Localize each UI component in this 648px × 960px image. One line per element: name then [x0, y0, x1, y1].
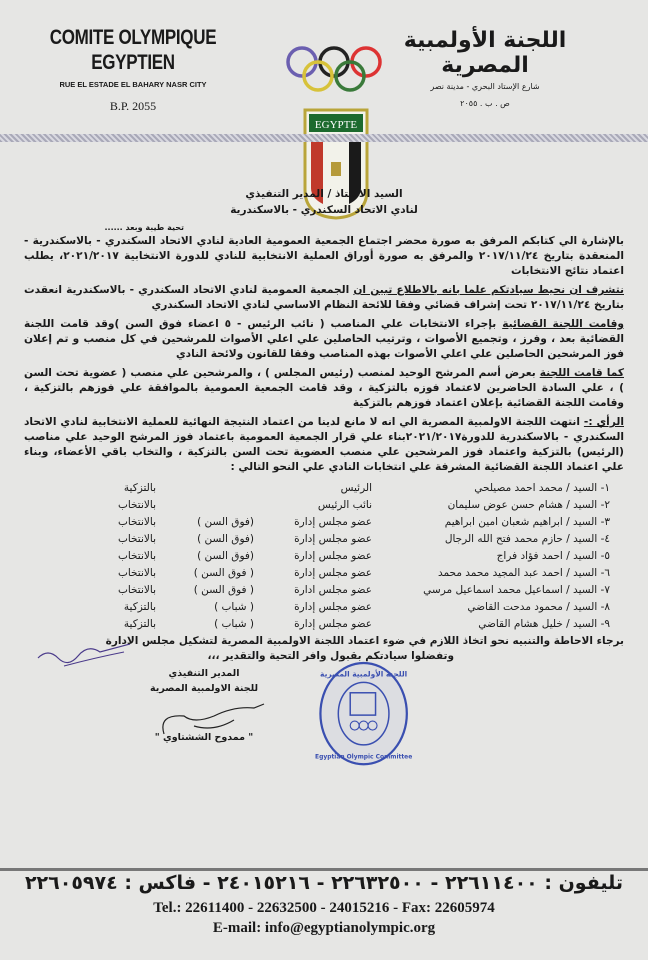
candidate-category: (فوق السن ): [197, 549, 254, 562]
election-method: بالانتخاب: [117, 549, 156, 562]
result-row: [54, 513, 614, 530]
election-method: بالانتخاب: [117, 515, 156, 528]
paragraph-opinion-lead: الرأي :-: [583, 416, 624, 428]
greeting: تحية طيبة وبعد ......: [104, 223, 184, 232]
paragraph-meeting: [24, 283, 624, 313]
address-arabic: شارع الإستاد البحري - مدينة نصر: [430, 82, 540, 91]
letterhead-arabic: [370, 28, 600, 108]
candidate-name: ٥- السيد / احمد فؤاد فراج: [496, 549, 610, 562]
election-method: بالانتخاب: [117, 566, 156, 579]
candidate-name: ٣- السيد / ابراهيم شعبان امين ابراهيم: [444, 515, 610, 528]
paragraph-opinion-text: انتهت اللجنة الاولمبية المصرية الي انه لا مانع لدينا من اعتماد النتيجة النهائية للعملية الانتخابية لنادي الاتحاد السكندري - بالاسكندرية للدورة٢٠٢١/٢٠١٧بناء علي قرار الجمعية العمومية باعتماد فوز المرشح الوحيد علي مناصب (الرئيس) بالتزكية واعتماد فوز المرشحين علي منصب العضوية تحت السن بالتزكية ، والتخاب باقي الأعضاء، وبناء علي اعتماد اللجنة القضائية المشرفة علي انتخابات النادي علي النحو التالي :: [24, 416, 624, 473]
candidate-category: (فوق السن ): [197, 532, 254, 545]
candidate-name: ٨- السيد / محمود مدحت القاضي: [467, 600, 610, 613]
result-row: [54, 615, 614, 632]
paragraph-judicial-committee: [24, 317, 624, 362]
stamp-text-arabic: اللجنة الأولمبية المصرية: [320, 669, 408, 679]
paragraph-acclamation-text: بعرض أسم المرشح الوحيد لمنصب (رئيس المجلس ) ، والمرشحين علي منصب ( عضوية تحت السن ) ، علي السادة الحاضرين لاعتماد فوزه بالتزكية ، وقد قامت الجمعية العمومية بالموافقة علي فوزهم بالتزكية ، وقامت اللجنة القضائية بإعلان اعتماد فوزهم بالتزكية: [24, 367, 624, 409]
signatory-org: للجنة الاولمبية المصرية: [149, 683, 259, 694]
candidate-position: عضو مجلس إدارة: [294, 515, 372, 528]
footer-phones-arabic: تليفون : ٢٢٦١١٤٠٠ - ٢٢٦٣٢٥٠٠ - ٢٤٠١٥٢١٦ - فاكس : ٢٢٦٠٥٩٧٤: [24, 872, 624, 894]
handwritten-initials: [34, 644, 134, 670]
candidate-position: عضو مجلس إدارة: [294, 532, 372, 545]
letterhead-divider: [0, 134, 648, 142]
signature-area: [24, 666, 624, 762]
paragraph-judicial-lead: وقامت اللجنة القضائية: [502, 318, 624, 330]
address-french: RUE EL ESTADE EL BAHARY NASR CITY: [59, 80, 207, 89]
candidate-position: نائب الرئيس: [317, 498, 372, 511]
signatory-name: " ممدوح الششتاوي ": [154, 732, 254, 743]
candidate-category: (فوق السن ): [197, 515, 254, 528]
signatory-title: المدير التنفيذي: [168, 668, 240, 679]
recipient-block: [220, 186, 428, 218]
candidate-position: الرئيس: [340, 481, 372, 494]
paragraph-reference: بالإشارة الي كتابكم المرفق به صورة محضر اجتماع الجمعية العمومية العادية لنادي الاتحاد السكندري - بالاسكندرية - المنعقدة بتاريخ ٢٠١٧/١١/٢٤ والمرفق به صورة أوراق العملية الانتخابية للنادي للدورة الانتخابية ٢٠٢١/٢٠١٧، يطلب اعتماد نتائج الانتخابات: [24, 235, 624, 277]
po-box-arabic: ص . ب . ٢٠٥٥: [460, 99, 510, 108]
candidate-name: ٧- السيد / اسماعيل محمد اسماعيل مرسي: [423, 583, 610, 596]
candidate-category: ( شباب ): [214, 600, 254, 613]
signature: [154, 696, 274, 736]
footer-contact-english: [0, 898, 648, 938]
emblem-text: EGYPTE: [314, 119, 358, 131]
election-method: بالانتخاب: [117, 532, 156, 545]
result-row: [54, 547, 614, 564]
paragraph-judicial-text: بإجراء الانتخابات علي المناصب ( نائب الرئيس - ٥ اعضاء فوق السن )وقد قامت اللجنة القضائية بعد ، وفرز ، وتجميع الأصوات ، وترتيب الحاصلين علي اعلي الأصوات للمرشحين في كل منصب و تم إعلان فوز المرشحين الحاصلين علي اعلي الأصوات بهذه المناصب وفقا للقانون ولائحة النادي: [24, 318, 624, 360]
recipient-club: لنادي الاتحاد السكندري - بالاسكندرية: [230, 204, 418, 216]
candidate-name: ٦- السيد / احمد عبد المجيد محمد محمد: [437, 566, 610, 579]
org-name-arabic: اللجنة الأولمبية المصرية: [403, 28, 567, 78]
paragraph-acclamation-lead: كما قامت اللجنة: [539, 367, 624, 379]
election-results-list: [54, 479, 614, 632]
footer-email[interactable]: E-mail: info@egyptianolympic.org: [212, 920, 436, 936]
candidate-category: ( فوق السن ): [193, 566, 254, 579]
candidate-category: ( فوق السن ): [193, 583, 254, 596]
recipient-title: السيد الاستاذ / المدير التنفيذي: [245, 188, 403, 200]
stamp-text-english: Egyptian Olympic Committee: [315, 753, 413, 761]
candidate-position: عضو مجلس إدارة: [294, 617, 372, 630]
official-stamp: [309, 660, 419, 768]
letterhead-french: [28, 25, 238, 114]
result-row: [54, 530, 614, 547]
result-row: [54, 479, 614, 496]
candidate-category: ( شباب ): [214, 617, 254, 630]
candidate-name: ١- السيد / محمد احمد مصيلحي: [474, 481, 610, 494]
candidate-position: عضو مجلس ادارة: [294, 583, 372, 596]
election-method: بالتزكية: [123, 600, 156, 613]
closing-regards: وتفضلوا سيادتكم بقبول وافر التحية والتقدير ،،،: [207, 650, 454, 662]
closing-request: برجاء الاحاطة والتنبيه نحو اتخاذ اللازم في ضوء اعتماد اللجنة الاولمبية المصرية لتشكيل مجلس الادارة: [105, 635, 624, 647]
org-name-french: COMITE OLYMPIQUE EGYPTIEN: [49, 25, 217, 74]
paragraph-meeting-text: الجمعية العمومية لنادي الاتحاد السكندري - بالاسكندرية انعقدت بتاريخ ٢٠١٧/١١/٢٤ تحت إشراف قضائي وفقا للائحة النظام الاساسي لنادي الاتحاد السكندري: [24, 284, 624, 311]
candidate-name: ٢- السيد / هشام حسن عوض سليمان: [447, 498, 610, 511]
election-method: بالانتخاب: [117, 498, 156, 511]
candidate-position: عضو مجلس إدارة: [294, 600, 372, 613]
candidate-position: عضو مجلس إدارة: [294, 549, 372, 562]
candidate-category: [160, 496, 258, 513]
candidate-category: [160, 479, 258, 496]
paragraph-meeting-lead: نتشرف ان نحيط سيادتكم علما بانه بالاطلاع تبين ان: [353, 284, 624, 296]
result-row: [54, 496, 614, 513]
letter-body: [24, 222, 624, 762]
footer-phones-english: Tel.: 22611400 - 22632500 - 24015216 - Fax: 22605974: [153, 900, 495, 916]
election-method: بالانتخاب: [117, 583, 156, 596]
result-row: [54, 581, 614, 598]
result-row: [54, 598, 614, 615]
candidate-position: عضو مجلس إدارة: [294, 566, 372, 579]
po-box-french: B.P. 2055: [109, 99, 157, 113]
paragraph-opinion: [24, 415, 624, 475]
candidate-name: ٤- السيد / حازم محمد فتح الله الرجال: [444, 532, 610, 545]
candidate-name: ٩- السيد / خليل هشام القاضي: [478, 617, 610, 630]
result-row: [54, 564, 614, 581]
election-method: بالتزكية: [123, 617, 156, 630]
paragraph-acclamation: [24, 366, 624, 411]
election-method: بالتزكية: [123, 481, 156, 494]
footer-divider: [0, 868, 648, 871]
